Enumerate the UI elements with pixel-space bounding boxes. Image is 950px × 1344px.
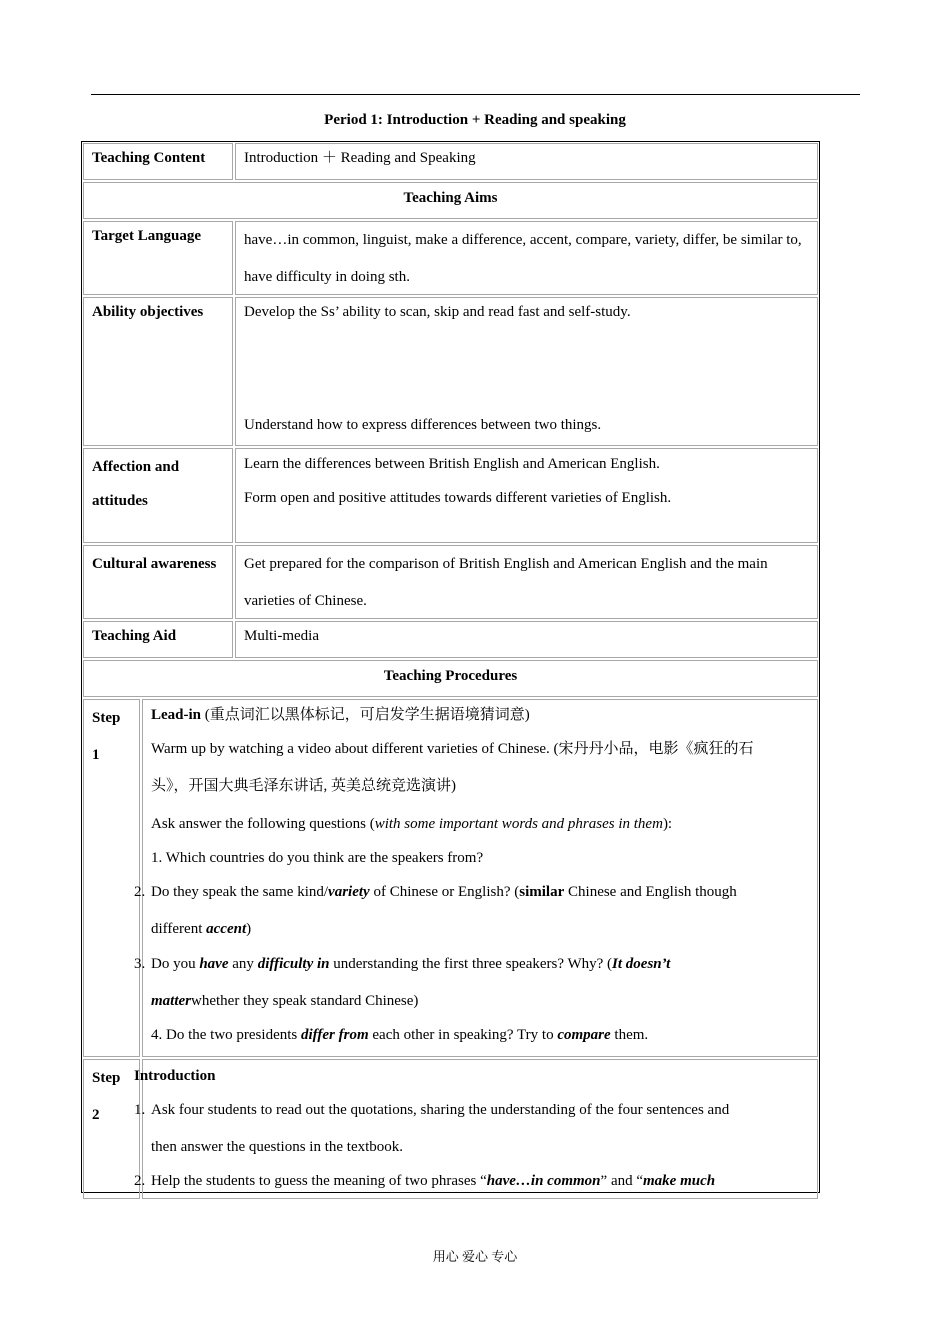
q2-similar: similar [519, 884, 565, 900]
step-2-number: 2 [92, 1107, 100, 1123]
teaching-content-value: Introduction ＋ Reading and Speaking [235, 143, 818, 180]
affection-cell [235, 448, 818, 543]
i2-have-in-common: have…in common [486, 1173, 601, 1189]
step-1-number: 1 [92, 747, 100, 763]
lead-in-title: Lead-in [151, 707, 202, 723]
ability-objective-1: Develop the Ss’ ability to scan, skip and read fast and self-study. [244, 304, 631, 320]
q3-h: whether they speak standard Chinese) [191, 993, 419, 1009]
lesson-plan-table [81, 141, 820, 1193]
q2-variety: variety [328, 884, 370, 900]
question-1: 1. Which countries do you think are the speakers from? [151, 850, 484, 866]
intro-item-1-number: 1. [134, 1102, 146, 1118]
header-rule [91, 94, 860, 95]
lead-in-note: (重点词汇以黑体标记，可启发学生据语境猜词意) [201, 707, 530, 723]
i2-a: Help the students to guess the meaning of two phrases “ [151, 1173, 487, 1189]
teaching-aid-value: Multi-media [235, 621, 818, 658]
affection-line-2: Form open and positive attitudes towards different varieties of English. [244, 490, 672, 506]
page-title: Period 1: Introduction + Reading and speaking [324, 112, 626, 128]
teaching-content-label: Teaching Content [83, 143, 233, 180]
intro-item-1-line-2: then answer the questions in the textbook. [151, 1139, 404, 1155]
ability-objectives-label: Ability objectives [83, 297, 233, 446]
question-3-number: 3. [134, 956, 146, 972]
ability-objective-2: Understand how to express differences between two things. [244, 417, 602, 433]
ability-objectives-cell [235, 297, 818, 446]
cultural-awareness-label [83, 545, 233, 619]
q3-it-doesnt: It doesn’t [612, 956, 671, 972]
question-4 [151, 1025, 648, 1045]
q2-accent: accent [206, 921, 247, 937]
question-2-line-1 [151, 882, 737, 902]
step-2-word: Step [92, 1070, 121, 1086]
q3-c: any [228, 956, 258, 972]
introduction-title-text: Introduction [134, 1068, 216, 1084]
step-1-label [83, 699, 140, 1057]
ask-text-italic: with some important words and phrases in them [374, 816, 663, 832]
q3-have: have [199, 956, 229, 972]
warm-up-line-2: 头》，开国大典毛泽东讲话, 英美总统竞选演讲) [151, 778, 456, 794]
q3-matter: matter [151, 993, 191, 1009]
intro-item-2-number: 2. [134, 1173, 146, 1189]
intro-item-1-line-1: Ask four students to read out the quotations, sharing the understanding of the four sentences and [151, 1102, 730, 1118]
affection-label: Affection and attitudes [83, 448, 233, 543]
step-1-content [134, 699, 818, 1057]
teaching-aims-heading: Teaching Aims [83, 182, 818, 219]
intro-item-2-line-1 [151, 1171, 715, 1191]
target-language-label: Target Language [83, 221, 233, 295]
introduction-title [134, 1066, 215, 1086]
question-3-line-1 [151, 954, 670, 974]
step-1-word: Step [92, 710, 121, 726]
ask-text-c: ): [662, 816, 673, 832]
q4-a: 4. Do the two presidents [151, 1027, 301, 1043]
page-footer: 用心 爱心 专心 [432, 1249, 518, 1264]
cultural-awareness-value: Get prepared for the comparison of British English and American English and the main varieties of Chinese. [235, 545, 818, 619]
q4-compare: compare [557, 1027, 611, 1043]
q2-e: Chinese and English though [564, 884, 737, 900]
teaching-procedures-heading: Teaching Procedures [83, 660, 818, 697]
step-2-label [83, 1059, 140, 1199]
q2-f: different [151, 921, 207, 937]
ask-text-a: Ask answer the following questions ( [151, 816, 375, 832]
lead-in-line [151, 705, 530, 725]
q3-difficulty-in: difficulty in [257, 956, 330, 972]
q4-e: them. [610, 1027, 649, 1043]
q4-c: each other in speaking? Try to [368, 1027, 558, 1043]
cultural-awareness-label-text: Cultural awareness [92, 556, 217, 572]
q3-e: understanding the first three speakers? Why? ( [329, 956, 613, 972]
teaching-aid-label: Teaching Aid [83, 621, 233, 658]
i2-make-much: make much [643, 1173, 716, 1189]
warm-up-line-1: Warm up by watching a video about different varieties of Chinese. (宋丹丹小品，电影《疯狂的石 [151, 741, 754, 757]
q3-a: Do you [151, 956, 200, 972]
i2-c: ” and “ [600, 1173, 644, 1189]
question-2-line-2 [151, 919, 251, 939]
q4-differ-from: differ from [300, 1027, 369, 1043]
q2-c: of Chinese or English? ( [369, 884, 520, 900]
ask-questions-line [151, 814, 672, 834]
q2-a: Do they speak the same kind/ [151, 884, 329, 900]
target-language-value: have…in common, linguist, make a difference, accent, compare, variety, differ, be similar to, have difficulty in doing sth. [235, 221, 818, 295]
question-3-line-2 [151, 991, 418, 1011]
affection-line-1: Learn the differences between British English and American English. [244, 456, 660, 472]
q2-h: ) [246, 921, 252, 937]
step-2-content [134, 1059, 818, 1199]
question-2-number: 2. [134, 884, 146, 900]
